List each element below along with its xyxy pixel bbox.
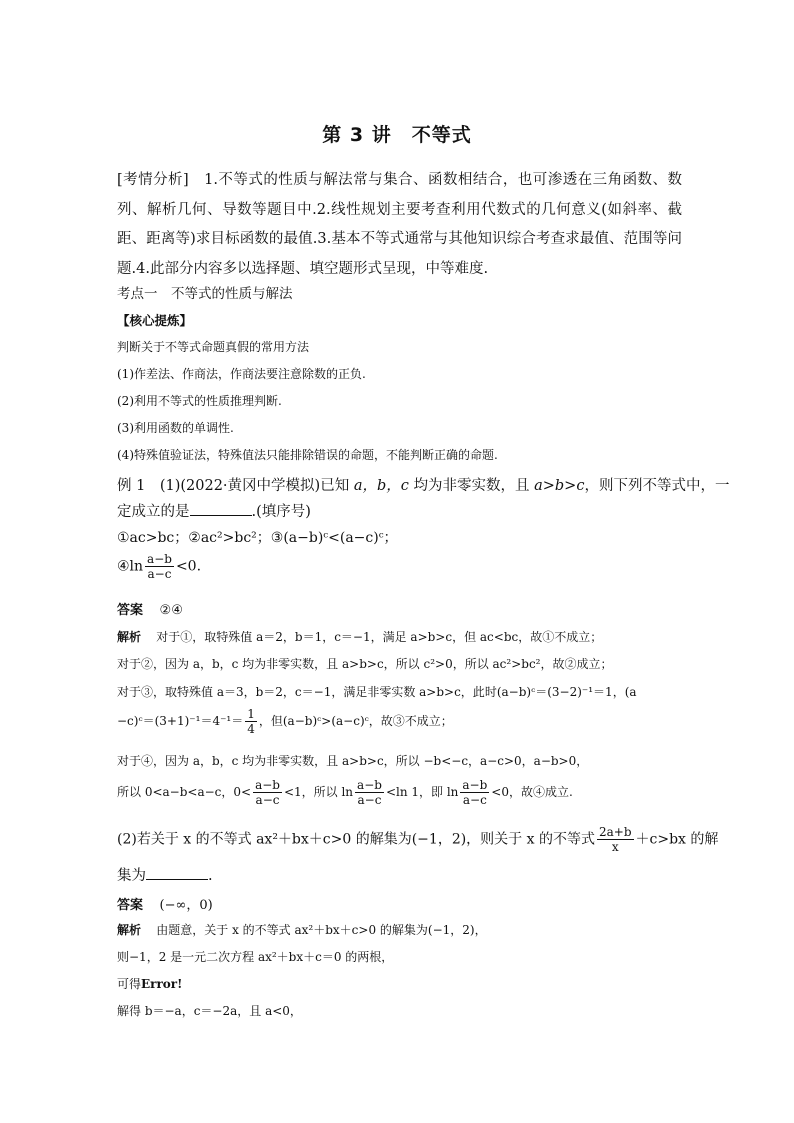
core-point-2: (2)利用不等式的性质推理判断. <box>117 394 282 408</box>
ex2-text-a: (2)若关于 x 的不等式 ax²＋bx＋c>0 的解集为(−1，2)，则关于 x 的不等式 <box>117 831 595 848</box>
example-1-answer <box>117 599 183 618</box>
example-2-answer <box>117 894 213 913</box>
ex2-text-d: . <box>208 868 213 884</box>
frac-den: a−c <box>357 793 382 807</box>
analysis2-line-3 <box>117 975 182 992</box>
answer-value: ②④ <box>159 603 183 618</box>
frac-num: 1 <box>247 707 255 721</box>
fraction <box>355 778 384 807</box>
ex2-text-b: ＋c>bx 的解 <box>635 831 719 848</box>
analysis-line-2: 对于②，因为 a，b，c 均为非零实数，且 a>b>c，所以 c²>0，所以 ac²>bc²，故②成立； <box>117 657 613 671</box>
frac-den: x <box>611 840 619 854</box>
fraction <box>597 825 634 854</box>
analysis-label: 解析 <box>117 923 142 937</box>
ex2-text-c: 集为 <box>117 868 146 884</box>
exam-analysis-paragraph: [考情分析] 1.不等式的性质与解法常与集合、函数相结合，也可渗透在三角函数、数列、解析几何、导数等题目中.2.线性规划主要考查利用代数式的几何意义(如斜率、截距、距离等)求目标函数的最值.3.基本不等式通常与其他知识综合考查求最值、范围等问题.4.此部分内容多以选择题、填空题形式呈现，中等难度. <box>117 172 682 277</box>
ex1-chain: a>b>c <box>534 478 585 494</box>
analysis-text: 由题意，关于 x 的不等式 ax²＋bx＋c>0 的解集为(−1，2)， <box>156 923 487 937</box>
core-point-4: (4)特殊值验证法，特殊值法只能排除错误的命题，不能判断正确的命题. <box>117 448 498 462</box>
ex1-text-a: 例 1 (1)(2022·黄冈中学模拟)已知 <box>117 478 350 494</box>
opt4-ln: ④ln <box>117 558 144 575</box>
answer-blank <box>190 503 252 516</box>
frac-num: a−b <box>357 778 382 792</box>
frac-num: a−b <box>255 778 280 792</box>
analysis-line-6 <box>117 778 573 807</box>
example-1-part-2-line2 <box>117 864 213 885</box>
fraction-quarter <box>245 707 257 736</box>
s6-a: 所以 0<a−b<a−c，0< <box>117 785 252 799</box>
answer-value: (−∞，0) <box>159 898 213 913</box>
section-heading: 考点一 不等式的性质与解法 <box>117 286 293 302</box>
error-text: Error! <box>141 977 183 991</box>
example-1-options: ①ac>bc；②ac²>bc²；③(a−b)ᶜ<(a−c)ᶜ； <box>117 530 398 546</box>
s6-d: <0，故④成立. <box>491 785 573 799</box>
analysis2-line-2: 则−1，2 是一元二次方程 ax²＋bx＋c＝0 的两根， <box>117 950 394 964</box>
analysis-line-4 <box>117 707 453 736</box>
s4-a: −c)ᶜ＝(3+1)⁻¹＝4⁻¹＝ <box>117 714 244 728</box>
ex1-text-b: 均为非零实数，且 <box>413 478 530 494</box>
example-1-part-2-question <box>117 825 718 854</box>
answer-label: 答案 <box>117 898 144 913</box>
answer-label: 答案 <box>117 603 144 618</box>
frac-den: a−c <box>462 793 487 807</box>
ex1-text-d: 定成立的是 <box>117 504 190 520</box>
core-point-intro: 判断关于不等式命题真假的常用方法 <box>117 340 310 354</box>
analysis-line-3: 对于③，取特殊值 a＝3，b＝2，c＝−1，满足非零实数 a>b>c，此时(a−b)ᶜ＝(3−2)⁻¹＝1，(a <box>117 685 637 699</box>
example-1-question <box>117 474 729 495</box>
frac-num: a−b <box>462 778 488 792</box>
analysis-label: 解析 <box>117 630 142 644</box>
example-1-question-line2 <box>117 500 311 521</box>
ex1-vars: a，b，c <box>353 478 409 494</box>
page-title: 第 3 讲 不等式 <box>322 124 472 146</box>
fraction <box>145 552 174 581</box>
opt4-tail: <0. <box>175 558 202 575</box>
ex1-text-c: ，则下列不等式中，一 <box>584 478 730 494</box>
s6-b: <1，所以 ln <box>283 785 354 799</box>
s6-c: <ln 1，即 ln <box>385 785 459 799</box>
core-point-1: (1)作差法、作商法，作商法要注意除数的正负. <box>117 367 366 381</box>
frac-den: 4 <box>247 722 255 736</box>
analysis-line-5: 对于④，因为 a，b，c 均为非零实数，且 a>b>c，所以 −b<−c，a−c>0，a−b>0， <box>117 754 589 768</box>
answer-blank <box>146 867 208 880</box>
frac-num: 2a+b <box>598 825 632 839</box>
frac-den: a−c <box>255 793 280 807</box>
frac-num: a−b <box>147 552 172 566</box>
analysis-text: 对于①，取特殊值 a＝2，b＝1，c＝−1，满足 a>b>c，但 ac<bc，故①不成立； <box>156 630 603 644</box>
example-1-option-4 <box>117 552 201 581</box>
ex1-text-e: .(填序号) <box>251 504 311 520</box>
analysis2-line-4: 解得 b＝−a，c＝−2a，且 a<0， <box>117 1004 302 1018</box>
frac-den: a−c <box>147 567 172 581</box>
core-point-3: (3)利用函数的单调性. <box>117 421 234 435</box>
s4-b: ，但(a−b)ᶜ>(a−c)ᶜ，故③不成立； <box>258 714 453 728</box>
s3-a: 可得 <box>117 977 142 991</box>
fraction <box>460 778 489 807</box>
analysis-line-1 <box>117 628 602 645</box>
analysis2-line-1 <box>117 921 487 938</box>
core-label: 【核心提炼】 <box>117 313 193 328</box>
fraction <box>253 778 282 807</box>
